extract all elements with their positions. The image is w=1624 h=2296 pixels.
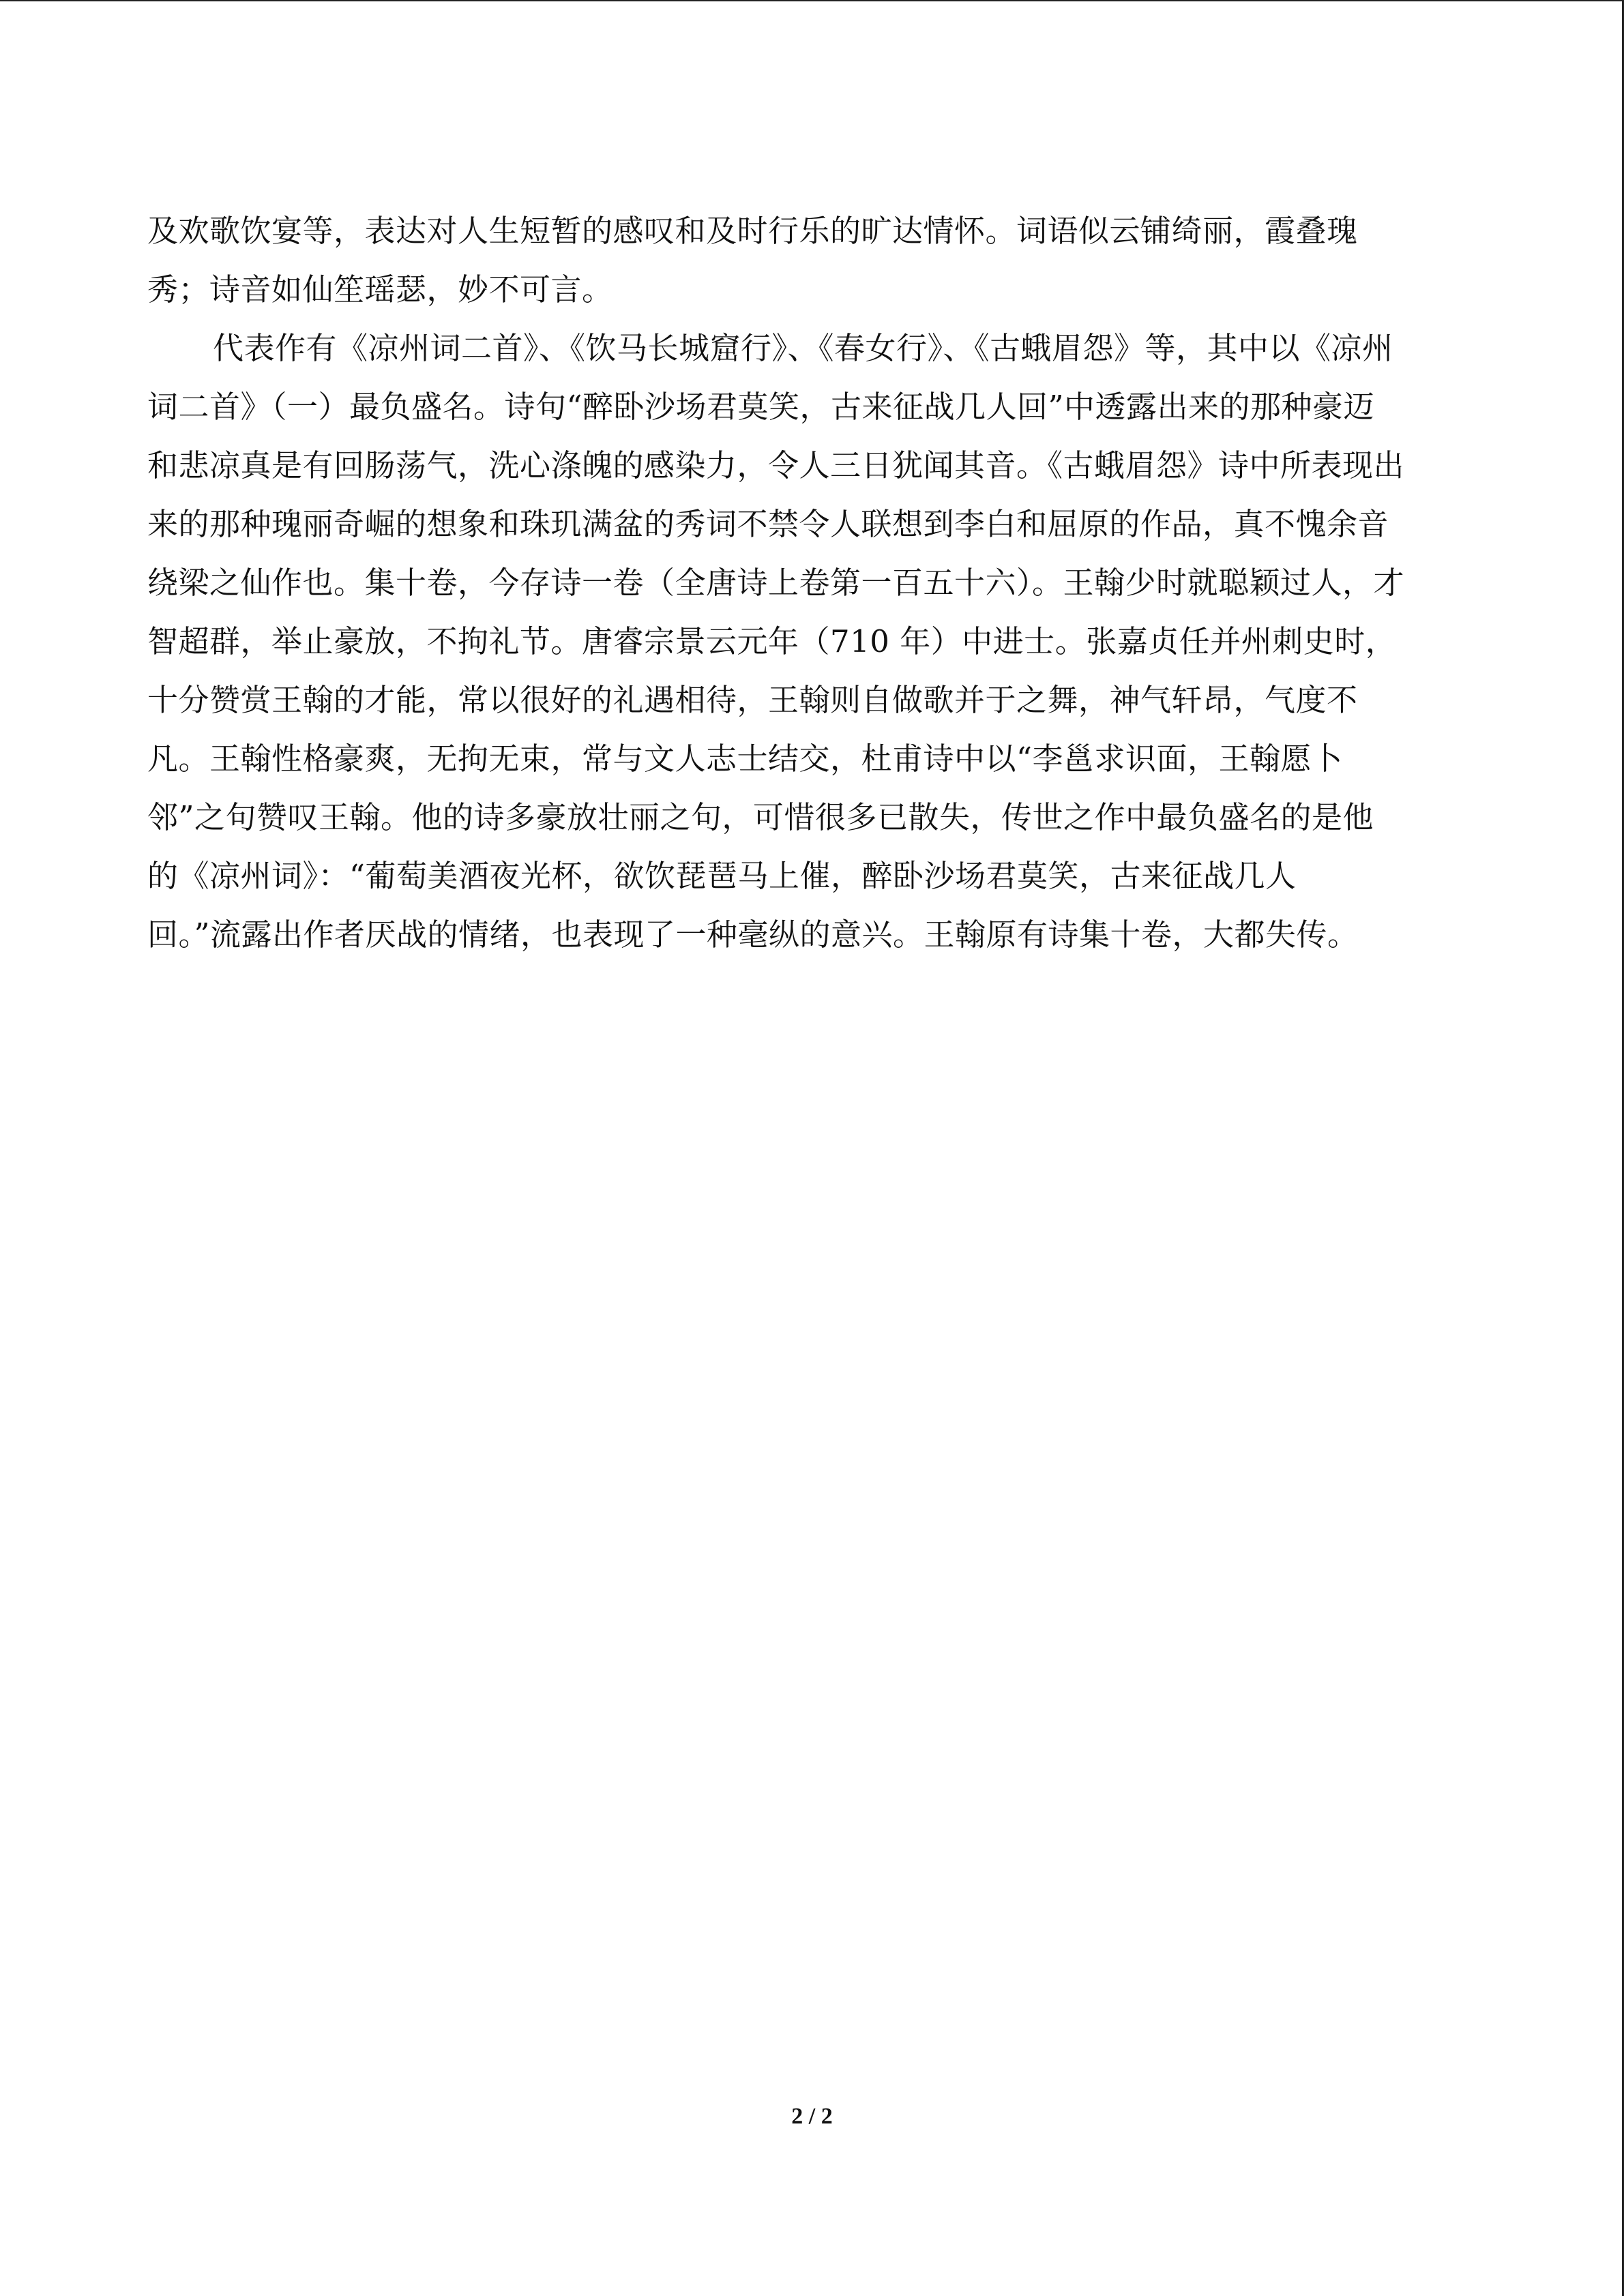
text-line: 凡。王翰性格豪爽，无拘无束，常与文人志士结交，杜甫诗中以“李邕求识面，王翰愿卜 — [147, 741, 1343, 777]
paragraph-start-line: 代表作有《凉州词二首》、《饮马长城窟行》、《春女行》、《古蛾眉怨》等，其中以《凉州 — [213, 330, 1393, 366]
text-line: 智超群，举止豪放，不拘礼节。唐睿宗景云元年（710 年）中进士。张嘉贞任并州刺史时， — [147, 623, 1397, 659]
text-line: 和悲凉真是有回肠荡气，洗心涤魄的感染力，令人三日犹闻其音。《古蛾眉怨》诗中所表现出 — [147, 447, 1405, 483]
text-line: 及欢歌饮宴等，表达对人生短暂的感叹和及时行乐的旷达情怀。词语似云铺绮丽，霞叠瑰 — [147, 213, 1358, 249]
body-text — [147, 211, 1484, 974]
page-number: 2 / 2 — [791, 2104, 833, 2129]
text-line: 秀；诗音如仙笙瑶瑟，妙不可言。 — [147, 271, 613, 308]
text-line: 绕梁之仙作也。集十卷，今存诗一卷（全唐诗上卷第一百五十六）。王翰少时就聪颖过人，才 — [147, 565, 1405, 601]
page-border-top — [0, 0, 1624, 1]
text-line: 回。”流露出作者厌战的情绪，也表现了一种毫纵的意兴。王翰原有诗集十卷，大都失传。 — [147, 916, 1359, 953]
text-line: 邻”之句赞叹王翰。他的诗多豪放壮丽之句，可惜很多已散失，传世之作中最负盛名的是他 — [147, 799, 1374, 835]
text-line: 十分赞赏王翰的才能，常以很好的礼遇相待，王翰则自做歌并于之舞，神气轩昂，气度不 — [147, 682, 1358, 718]
text-line: 的《凉州词》：“葡萄美酒夜光杯，欲饮琵琶马上催，醉卧沙场君莫笑，古来征战几人 — [147, 858, 1297, 894]
text-line: 词二首》（一）最负盛名。诗句“醉卧沙场君莫笑，古来征战几人回”中透露出来的那种豪迈 — [147, 389, 1375, 425]
text-line: 来的那种瑰丽奇崛的想象和珠玑满盆的秀词不禁令人联想到李白和屈原的作品，真不愧余音 — [147, 506, 1389, 542]
